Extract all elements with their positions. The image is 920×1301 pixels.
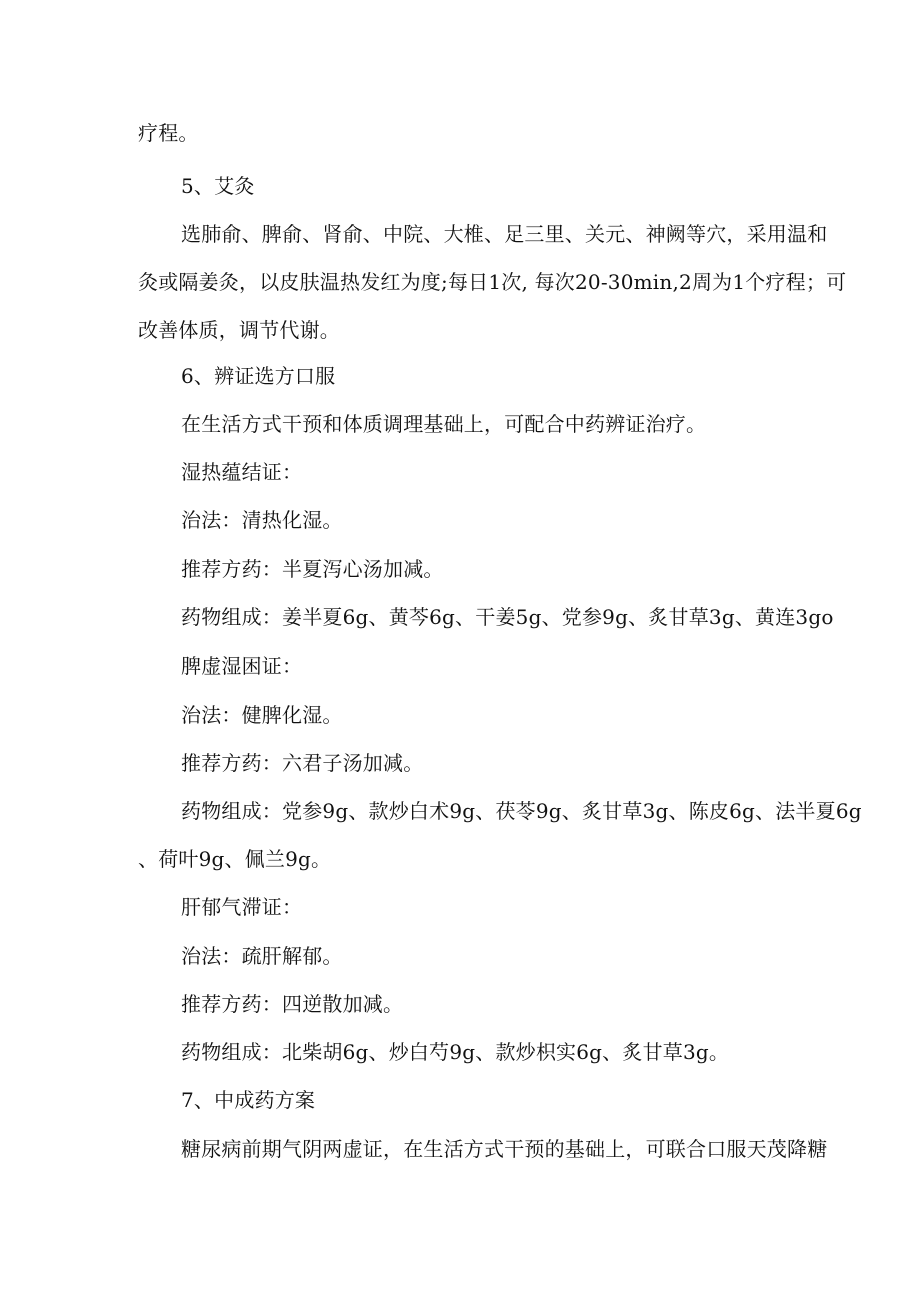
section-heading-5: 5、艾灸 [181, 174, 255, 198]
recommended-formula: 推荐方药：六君子汤加减。 [181, 751, 424, 775]
drug-composition: 药物组成：北柴胡6g、炒白芍9g、款炒枳实6g、炙甘草3g。 [181, 1040, 730, 1064]
recommended-formula: 推荐方药：半夏泻心汤加减。 [181, 557, 444, 581]
syndrome-title: 脾虚湿困证： [181, 654, 303, 678]
paragraph-line: 糖尿病前期气阴两虚证，在生活方式干预的基础上，可联合口服天茂降糖 [181, 1137, 828, 1161]
syndrome-title: 湿热蕴结证： [181, 460, 303, 484]
treatment-method: 治法：清热化湿。 [181, 508, 343, 532]
section-heading-7: 7、中成药方案 [181, 1088, 316, 1112]
drug-composition-continuation: 、荷叶9g、佩兰9g。 [138, 847, 332, 871]
syndrome-title: 肝郁气滞证： [181, 895, 303, 919]
drug-composition: 药物组成：姜半夏6g、黄芩6g、干姜5g、党参9g、炙甘草3g、黄连3go [181, 605, 834, 629]
paragraph-line: 在生活方式干预和体质调理基础上，可配合中药辨证治疗。 [181, 412, 707, 436]
treatment-method: 治法：健脾化湿。 [181, 703, 343, 727]
treatment-method: 治法：疏肝解郁。 [181, 944, 343, 968]
recommended-formula: 推荐方药：四逆散加减。 [181, 992, 404, 1016]
paragraph-line: 改善体质，调节代谢。 [138, 318, 340, 342]
paragraph-continuation: 疗程。 [138, 121, 199, 145]
paragraph-line: 选肺俞、脾俞、肾俞、中院、大椎、足三里、关元、神阙等穴，采用温和 [181, 222, 828, 246]
drug-composition: 药物组成：党参9g、款炒白术9g、茯苓9g、炙甘草3g、陈皮6g、法半夏6g [181, 799, 862, 823]
paragraph-line: 灸或隔姜灸，以皮肤温热发红为度;每日1次, 每次20-30min,2周为1个疗程；可 [138, 270, 847, 294]
section-heading-6: 6、辨证选方口服 [181, 364, 336, 388]
